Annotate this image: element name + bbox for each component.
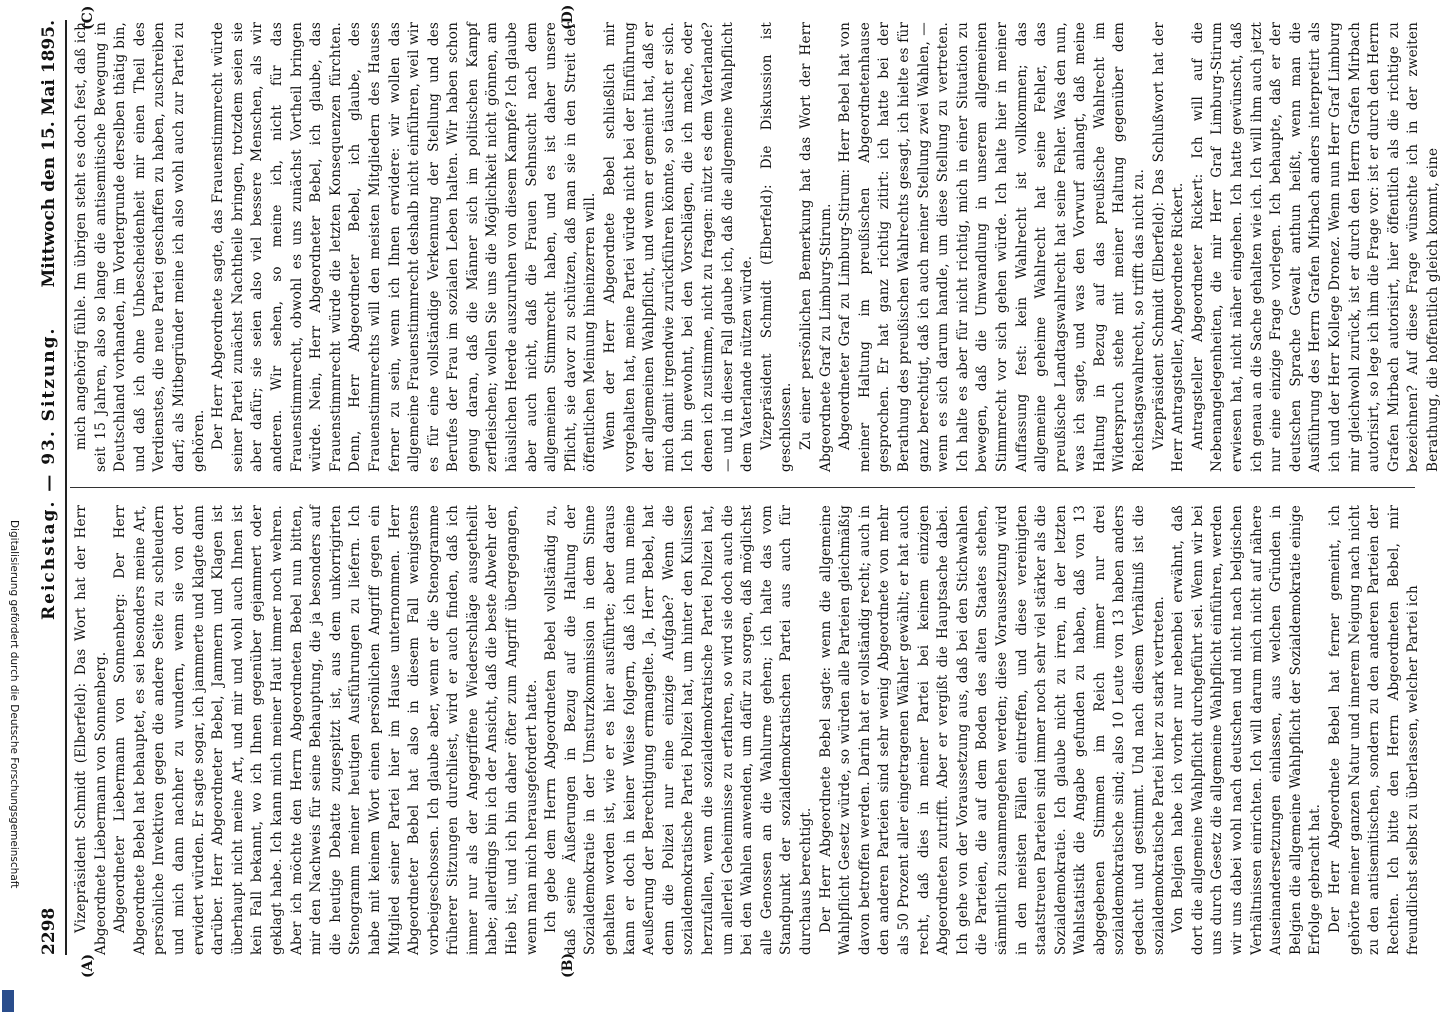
page-header [35, 20, 67, 955]
paragraph: Vizepräsident Schmidt (Elberfeld): Das Schlußwort hat der Herr Antragsteller, Abgeordnete Rickert. [1150, 22, 1187, 472]
session-date: Mittwoch den 15. Mai 1895. [39, 20, 59, 288]
digitization-credit: Digitalisierung gefördert durch die Deutsche Forschungsgemeinschaft [8, 520, 20, 889]
left-column [72, 505, 1422, 955]
margin-marker-c: (C) [80, 5, 96, 30]
paragraph: Ich gebe dem Herrn Abgeordneten Bebel vollständig zu, daß seine Äußerungen in Bezug auf die Haltung der Sozialdemokratie in der Umsturzkommission in dem Sinne gehalten worden ist, wie er es hier ausführte; aber daraus kann er doch in keiner Weise folgern, daß ich nun meine Aeußerung der Berechtigung ermangelte. Ja, Herr Bebel, hat denn die Polizei nur eine einzige Aufgabe? Wenn die sozialdemokratische Partei Polizei hat, um hinter den Kulissen herzufallen, wenn die sozialdemokratische Partei Polizei hat, um allerlei Geheimnisse zu erfahren, so wird sie doch auch die bei den Wahlen anwenden, um dafür zu sorgen, daß möglichst alle Genossen an die Wahlurne gehen; ich halte das vom Standpunkt der sozialdemokratischen Partei aus auch für durchaus berechtigt. [543, 505, 814, 955]
paragraph: mich angehörig fühle. Im übrigen steht es doch fest, daß ich seit 15 Jahren, also so lange die antisemitische Bewegung in Deutschland vorhanden, im Vordergrunde derselben thätig bin, und daß ich ohne Unbescheidenheit mir einen Theil des Verdienstes, die neue Partei geschaffen zu haben, zuschreiben darf; als Mitbegründer meine ich also wohl auch zur Partei zu gehören. [73, 22, 207, 472]
paragraph: Vizepräsident Schmidt (Elberfeld): Die Diskussion ist geschlossen. [758, 22, 795, 472]
paragraph: Vizepräsident Schmidt (Elberfeld): Das Wort hat der Herr Abgeordnete Liebermann von Sonnenberg. [73, 505, 109, 955]
running-title: Reichstag. — 93. Sitzung. [39, 326, 59, 620]
margin-marker-b: (B) [560, 952, 576, 978]
paragraph: Abgeordneter Liebermann von Sonnenberg: Der Herr Abgeordnete Bebel hat behauptet, es sei besonders meine Art, persönliche Invektiven gegen die andere Seite zu schleudern und mich dann nachher zu wundern, wenn sie von dort erwidert würden. Er sagte sogar, ich jammerte und klagte dann darüber. Herr Abgeordneter Bebel, Jammern und Klagen ist überhaupt nicht meine Art, und mir und wohl auch Ihnen ist kein Fall bekannt, wo ich Ihnen gegenüber gejammert oder geklagt habe. Ich kann mich meiner Haut immer noch wehren. Aber ich möchte den Herrn Abgeordneten Bebel nun bitten, mir den Nachweis für seine Behauptung, die ja besonders auf die heutige Debatte zugespitzt ist, aus dem unkorrigirten Stenogramm meiner heutigen Ausführungen zu liefern. Ich habe mit keinem Wort einen persönlichen Angriff gegen ein Mitglied seiner Partei hier im Hause unternommen. Herr Abgeordneter Bebel hat also in diesem Fall wenigstens vorbeigeschossen. Ich glaube aber, wenn er die Stenogramme früherer Sitzungen durchliest, wird er auch finden, daß ich immer nur als der Angegriffene Wiederschläge ausgetheilt habe; allerdings bin ich der Ansicht, daß die beste Abwehr der Hieb ist, und ich bin daher öfter zum Angriff übergegangen, wenn man mich herausgefordert hatte. [112, 505, 540, 955]
paragraph: Abgeordneter Graf zu Limburg-Stirum: Herr Bebel hat von meiner Haltung im preußischen Abgeordnetenhause gesprochen. Er hat ganz richtig zitirt: ich hatte bei der Berathung des preußischen Wahlrechts gesagt, ich hielte es für ganz berechtigt, daß ich auch meiner Stellung zwei Wahlen, — wenn es sich darum handle, um diese Stellung zu vertreten. Ich halte es aber für nicht richtig, mich in einer Situation zu bewegen, daß die Umwandlung in unserem allgemeinen Stimmrecht vor sich gehen würde. Ich halte hier in meiner Auffassung fest: kein Wahlrecht ist vollkommen; das allgemeine geheime Wahlrecht hat seine Fehler, das preußische Landtagswahlrecht hat seine Fehler. Was den nun, was ich sagte, und was den Vorwurf anlangt, daß meine Haltung in Bezug auf das preußische Wahlrecht im Widerspruch stehe mit meiner Haltung gegenüber dem Reichstagswahlrecht, so trifft das nicht zu. [837, 22, 1148, 472]
paragraph: Von Belgien habe ich vorher nur nebenbei erwähnt, daß dort die allgemeine Wahlpflicht durchgeführt sei. Wenn wir bei uns durch Gesetz die allgemeine Wahlpflicht einführen, werden wir uns dabei wohl nach deutschen und nicht nach belgischen Verhältnissen einrichten. Ich will darum mich nicht auf nähere Auseinandersetzungen einlassen, aus welchen Gründen in Belgien die allgemeine Wahlpflicht der Sozialdemokratie einige Erfolge gebracht hat. [1170, 505, 1324, 955]
paragraph: Zu einer persönlichen Bemerkung hat das Wort der Herr Abgeordnete Graf zu Limburg-Stirum. [797, 22, 834, 472]
page-number: 2298 [39, 907, 59, 955]
dfg-logo [2, 990, 14, 1012]
margin-marker-d: (D) [560, 4, 576, 30]
paragraph: Antragsteller Abgeordneter Rickert: Ich will auf die Nebenangelegenheiten, die mir Herr Graf Limburg-Stirum erwiesen hat, nicht näher eingehen. Ich hatte gewünscht, daß ich genau an die Sache gehalten wie ich. Ich will ihm auch jetzt nur eine einzige Frage vorlegen. Ich behaupte, daß er der deutschen Sprache Gewalt anthun heißt, wenn man die Ausführung des Herrn Grafen Mirbach anders interpretirt als ich und der Herr Kollege Dronez. Wenn nun Herr Graf Limburg mir gleichwohl zurück, ist er durch den Herrn Grafen Mirbach autorisirt, so lege ich ihm die Frage vor: ist er durch den Herrn Grafen Mirbach autorisirt, hier öffentlich als die richtige zu bezeichnen? Auf diese Frage wünschte ich in der zweiten Berathung, die hoffentlich gleich kommt, eine [1189, 22, 1441, 472]
right-column [72, 22, 1441, 472]
column-divider [70, 487, 1415, 488]
paragraph: Der Herr Abgeordnete sagte, das Frauenstimmrecht würde seiner Partei zunächst Nachtheile bringen, trotzdem seien sie aber dafür; sie seien also viel bessere Menschen, als wir anderen. Wir sehen, so meine ich, nicht für das Frauenstimmrecht, obwohl es uns zunächst Vortheil bringen würde. Nein, Herr Abgeordneter Bebel, ich glaube, das Frauenstimmrecht würde die letzten Konsequenzen fürchten. Denn, Herr Abgeordneter Bebel, ich glaube, des Frauenstimmrechts will den meisten Mitgliedern des Hauses ferner zu sein, wenn ich Ihnen erwidere: wir wollen das allgemeine Frauenstimmrecht deshalb nicht einführen, weil wir es für eine vollständige Verkennung der Stellung und des Berufes der Frau im sozialen Leben halten. Wir haben schon genug daran, daß die Männer sich im politischen Kampf zerfleischen; wollen Sie uns die Möglichkeit nicht gönnen, am häuslichen Heerde auszuruhen von diesem Kampfe? Ich glaube aber auch nicht, daß die Frauen Sehnsucht nach dem allgemeinen Stimmrecht haben, und es ist daher unsere Pflicht, sie davor zu schützen, daß man sie in den Streit der öffentlichen Meinung hineinzerren will. [210, 22, 599, 472]
paragraph: Der Herr Abgeordnete Bebel hat ferner gemeint, ich gehörte meiner ganzen Natur und innerem Neigung nach nicht zu den antisemitischen, sondern zu den anderen Parteien der Rechten. Ich bitte den Herrn Abgeordneten Bebel, mir freundlichst selbst zu überlassen, welcher Partei ich [1327, 505, 1422, 955]
paragraph: Der Herr Abgeordnete Bebel sagte: wenn die allgemeine Wahlpflicht Gesetz würde, so würden alle Parteien gleichmäßig davon betroffen werden. Darin hat er vollständig recht; auch in den anderen Parteien sind sehr wenig Abgeordnete von mehr als 50 Prozent aller eingetragenen Wähler gewählt; er hat auch recht, daß dies in meiner Partei bei keinem einzigen Abgeordneten zutrifft. Aber er vergißt die Hauptsache dabei. Ich gehe von der Voraussetzung aus, daß bei den Stichwahlen die Parteien, die auf dem Boden des alten Staates stehen, sämmtlich zusammengehen werden; diese Voraussetzung wird in den meisten Fällen eintreffen, und diese vereinigten staatstreuen Parteien sind immer noch sehr viel stärker als die Sozialdemokratie. Ich glaube nicht zu irren, in der letzten Wahlstatistik die Angabe gefunden zu haben, daß von 13 abgegebenen Stimmen im Reich immer nur drei sozialdemokratische sind; also 10 Leute von 13 haben anders gedacht und gestimmt. Und nach diesem Verhältniß ist die sozialdemokratische Partei hier zu stark vertreten. [817, 505, 1167, 955]
paragraph: Wenn der Herr Abgeordnete Bebel schließlich mir vorgehalten hat, meine Partei würde nicht bei der Einführung der allgemeinen Wahlpflicht, und wenn er gemeint hat, daß er mich damit irgendwie zurückführen könnte, so täuscht er sich. Ich bin gewohnt, bei den Vorschlägen, die ich mache, oder denen ich zustimme, nicht zu fragen: nützt es dem Vaterlande? — und in dieser Fall glaube ich, daß die allgemeine Wahlpflicht dem Vaterlande nützen würde. [602, 22, 756, 472]
margin-marker-a: (A) [80, 953, 96, 978]
